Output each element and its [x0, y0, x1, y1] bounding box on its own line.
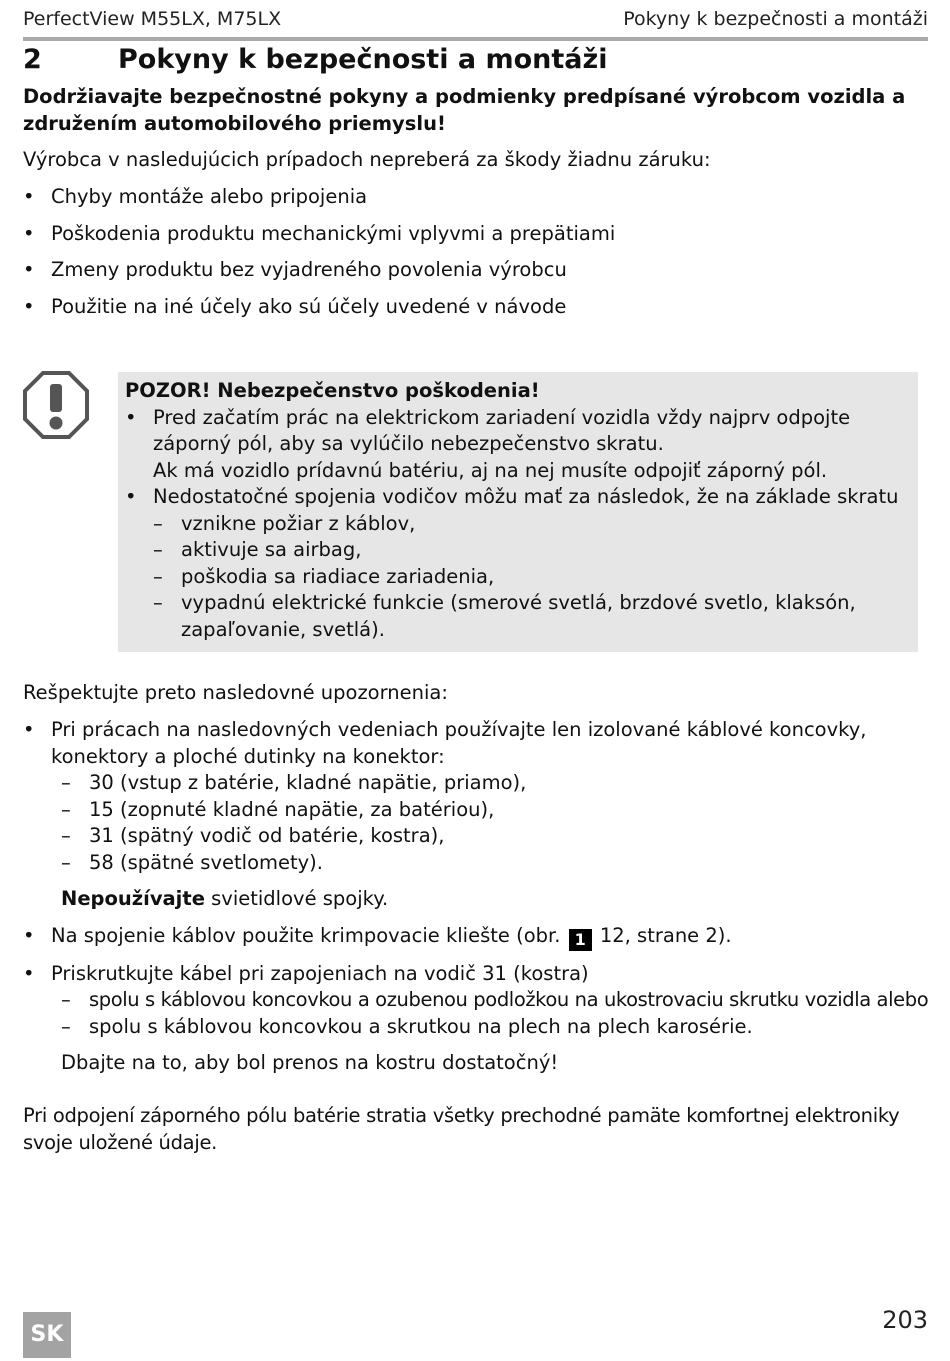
lead-paragraph: Dodržiavajte bezpečnostné pokyny a podmienky predpísané výrobcom vozidla a združením automobilového priemyslu!: [23, 85, 906, 135]
list-item: [125, 484, 918, 643]
list-item: [23, 923, 928, 951]
running-header: [23, 6, 928, 36]
exclamation-octagon-icon: [22, 370, 90, 440]
list-item: • Poškodenia produktu mechanickými vplyvmi a prepätiami: [23, 221, 928, 248]
note-text: Dbajte na to, aby bol prenos na kostru dostatočný!: [61, 1051, 559, 1074]
note-text: 12, strane 2).: [593, 923, 732, 947]
sub-list-item: – spolu s káblovou koncovkou a skrutkou na plech na plech karosérie.: [61, 1014, 928, 1041]
warning-sublist: [153, 511, 918, 644]
sub-list-item: – 15 (zopnuté kladné napätie, za batériou),: [61, 797, 928, 824]
note-text: • Priskrutkujte kábel pri zapojeniach na vodič 31 (kostra): [51, 961, 589, 985]
list-item: • Chyby montáže alebo pripojenia: [23, 184, 928, 211]
header-section: Pokyny k bezpečnosti a montáži: [623, 8, 928, 30]
note-sublist: [61, 770, 928, 876]
note-text-rest: svietidlové spojky.: [204, 887, 389, 910]
language-badge: SK: [23, 1312, 71, 1358]
warning-title: POZOR! Nebezpečenstvo poškodenia!: [125, 379, 540, 402]
header-product: PerfectView M55LX, M75LX: [23, 8, 282, 30]
sub-list-item: – vznikne požiar z káblov,: [153, 511, 918, 538]
warning-box: [118, 372, 918, 652]
note-emphasis: Nepoužívajte: [61, 887, 205, 910]
figure-reference: 1: [569, 929, 592, 951]
respect-intro: Rešpektujte preto nasledovné upozornenia:: [23, 681, 448, 704]
warning-text: • Pred začatím prác na elektrickom zariadení vozidla vždy najprv odpojte záporný pól, aby sa vylúčilo nebezpečenstvo skratu.: [153, 405, 851, 455]
list-item: • Použitie na iné účely ako sú účely uvedené v návode: [23, 294, 928, 321]
liability-list: [23, 184, 928, 320]
header-rule: [23, 37, 928, 41]
note-sublist: [61, 987, 928, 1040]
sub-list-item: – poškodia sa riadiace zariadenia,: [153, 564, 918, 591]
list-item: [125, 405, 918, 485]
list-item: [23, 717, 928, 913]
sub-list-item: – aktivuje sa airbag,: [153, 537, 918, 564]
sub-list-item: – spolu s káblovou koncovkou a ozubenou podložkou na ukostrovaciu skrutku vozidla alebo: [61, 987, 928, 1014]
final-paragraph: Pri odpojení záporného pólu batérie stratia všetky prechodné pamäte komfortnej elektroniky svoje uložené údaje.: [23, 1104, 900, 1154]
sub-list-item: – 58 (spätné svetlomety).: [61, 850, 928, 877]
page-number: 203: [882, 1306, 928, 1334]
warning-text: Ak má vozidlo prídavnú batériu, aj na nej musíte odpojiť záporný pól.: [153, 458, 828, 482]
chapter-title: Pokyny k bezpečnosti a montáži: [118, 44, 608, 75]
chapter-number: 2: [23, 44, 42, 75]
sub-list-item: – 31 (spätný vodič od batérie, kostra),: [61, 823, 928, 850]
note-text: [61, 886, 928, 913]
list-item: [23, 961, 928, 1077]
note-text: Na spojenie káblov použite krimpovacie kliešte (obr.: [51, 923, 567, 947]
notes-list: [23, 717, 928, 1077]
warning-text: • Nedostatočné spojenia vodičov môžu mať za následok, že na základe skratu: [153, 485, 899, 508]
list-item: • Zmeny produktu bez vyjadreného povolenia výrobcu: [23, 257, 928, 284]
note-text: • Pri prácach na nasledovných vedeniach používajte len izolované káblové koncovky, konektory a ploché dutinky na konektor:: [51, 718, 867, 768]
sub-list-item: – vypadnú elektrické funkcie (smerové svetlá, brzdové svetlo, klaksón, zapaľovanie, svetlá).: [153, 590, 918, 643]
sub-list-item: – 30 (vstup z batérie, kladné napätie, priamo),: [61, 770, 928, 797]
warning-list: [125, 405, 918, 644]
liability-intro: Výrobca v nasledujúcich prípadoch nepreberá za škody žiadnu záruku:: [23, 148, 711, 171]
